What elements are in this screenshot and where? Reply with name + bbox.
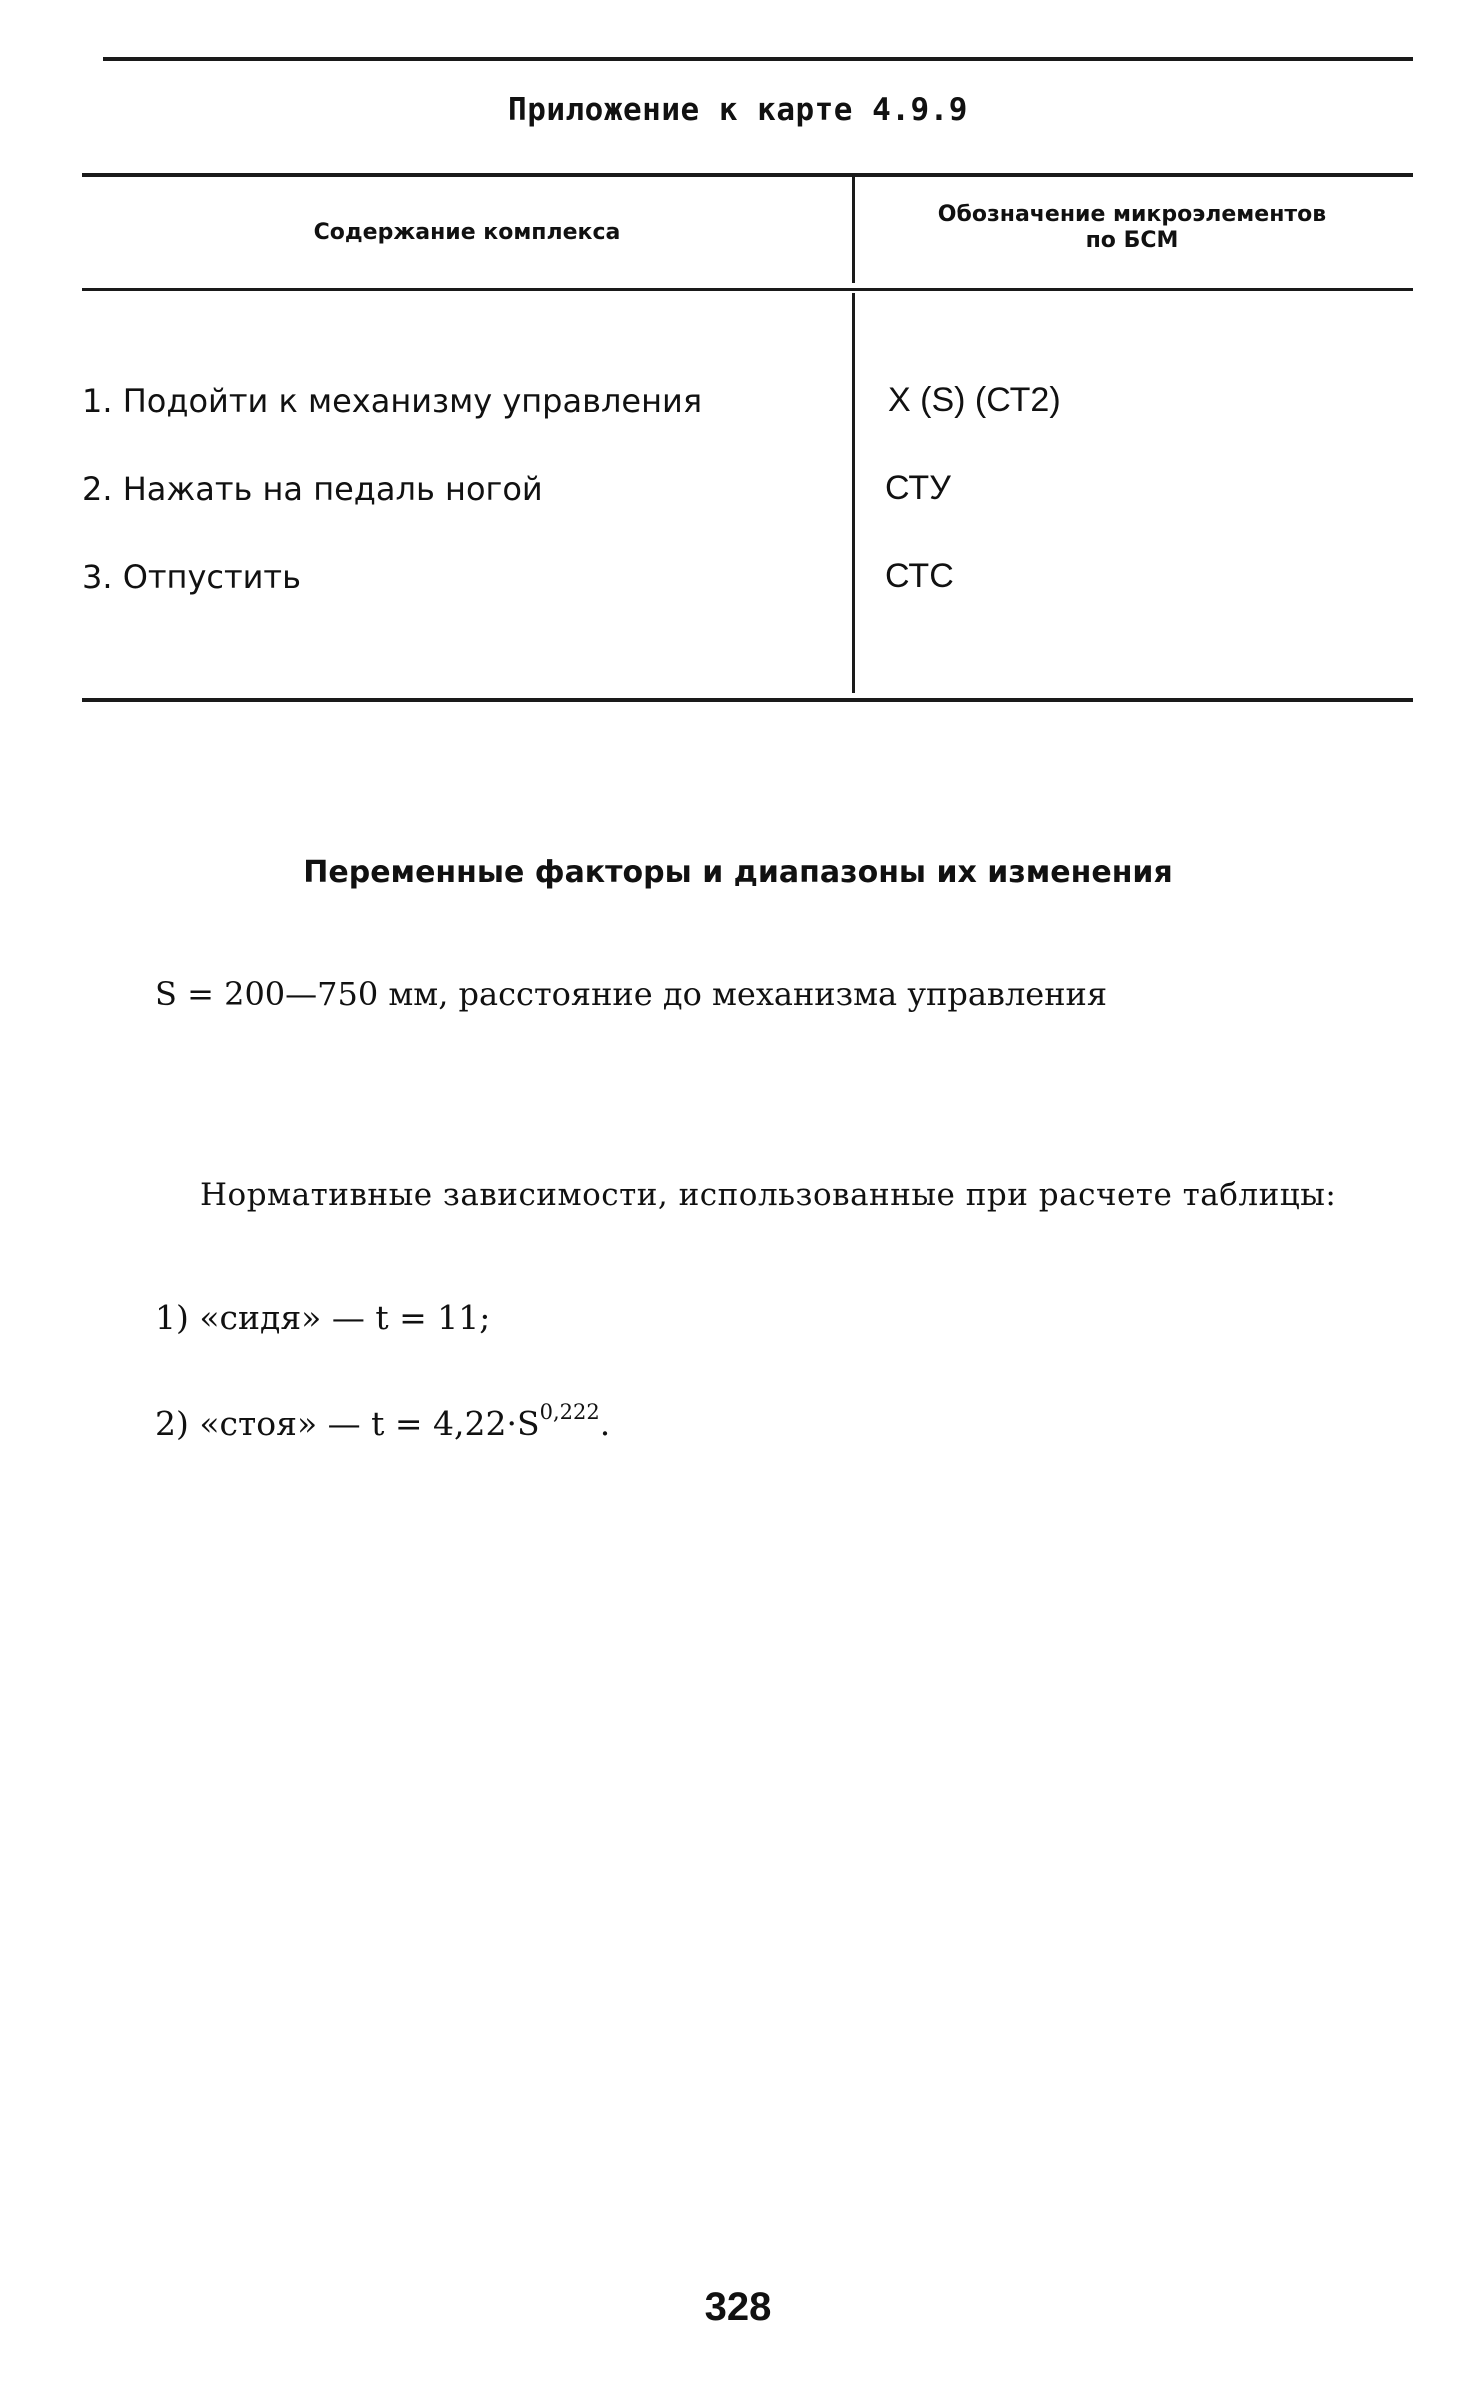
formula-sitting: 1) «сидя» — t = 11;	[155, 1298, 491, 1337]
table-row-code: СТС	[885, 557, 954, 595]
table-row-code: X (S) (СТ2)	[888, 381, 1061, 419]
table-top-rule	[82, 173, 1413, 177]
table-row-code: СТУ	[885, 469, 951, 507]
column-header-content: Содержание комплекса	[313, 220, 621, 245]
table-row-step: 3. Отпустить	[82, 558, 301, 596]
column-header-microelements-line1: Обозначение микроэлементов	[937, 202, 1327, 227]
table-body-divider	[852, 293, 855, 693]
formula-standing	[155, 1400, 610, 1443]
table-header-rule	[82, 288, 1413, 291]
top-rule	[103, 57, 1413, 61]
appendix-title: Приложение к карте 4.9.9	[508, 92, 968, 128]
formula-standing-main: 2) «стоя» — t = 4,22·S	[155, 1404, 540, 1443]
factor-line: S = 200—750 мм, расстояние до механизма управления	[155, 975, 1108, 1013]
table-row-step: 2. Нажать на педаль ногой	[82, 470, 543, 508]
table-row-step: 1. Подойти к механизму управления	[82, 382, 703, 420]
factors-heading: Переменные факторы и диапазоны их изменения	[303, 855, 1173, 890]
table-bottom-rule	[82, 698, 1413, 702]
norms-heading: Нормативные зависимости, использованные при расчете таблицы:	[200, 1177, 1337, 1213]
formula-standing-end: .	[599, 1404, 611, 1443]
page-number: 328	[704, 2285, 772, 2329]
column-header-microelements	[852, 202, 1412, 254]
column-header-microelements-line2: по БСМ	[1085, 228, 1179, 253]
formula-standing-exponent: 0,222	[539, 1400, 600, 1424]
